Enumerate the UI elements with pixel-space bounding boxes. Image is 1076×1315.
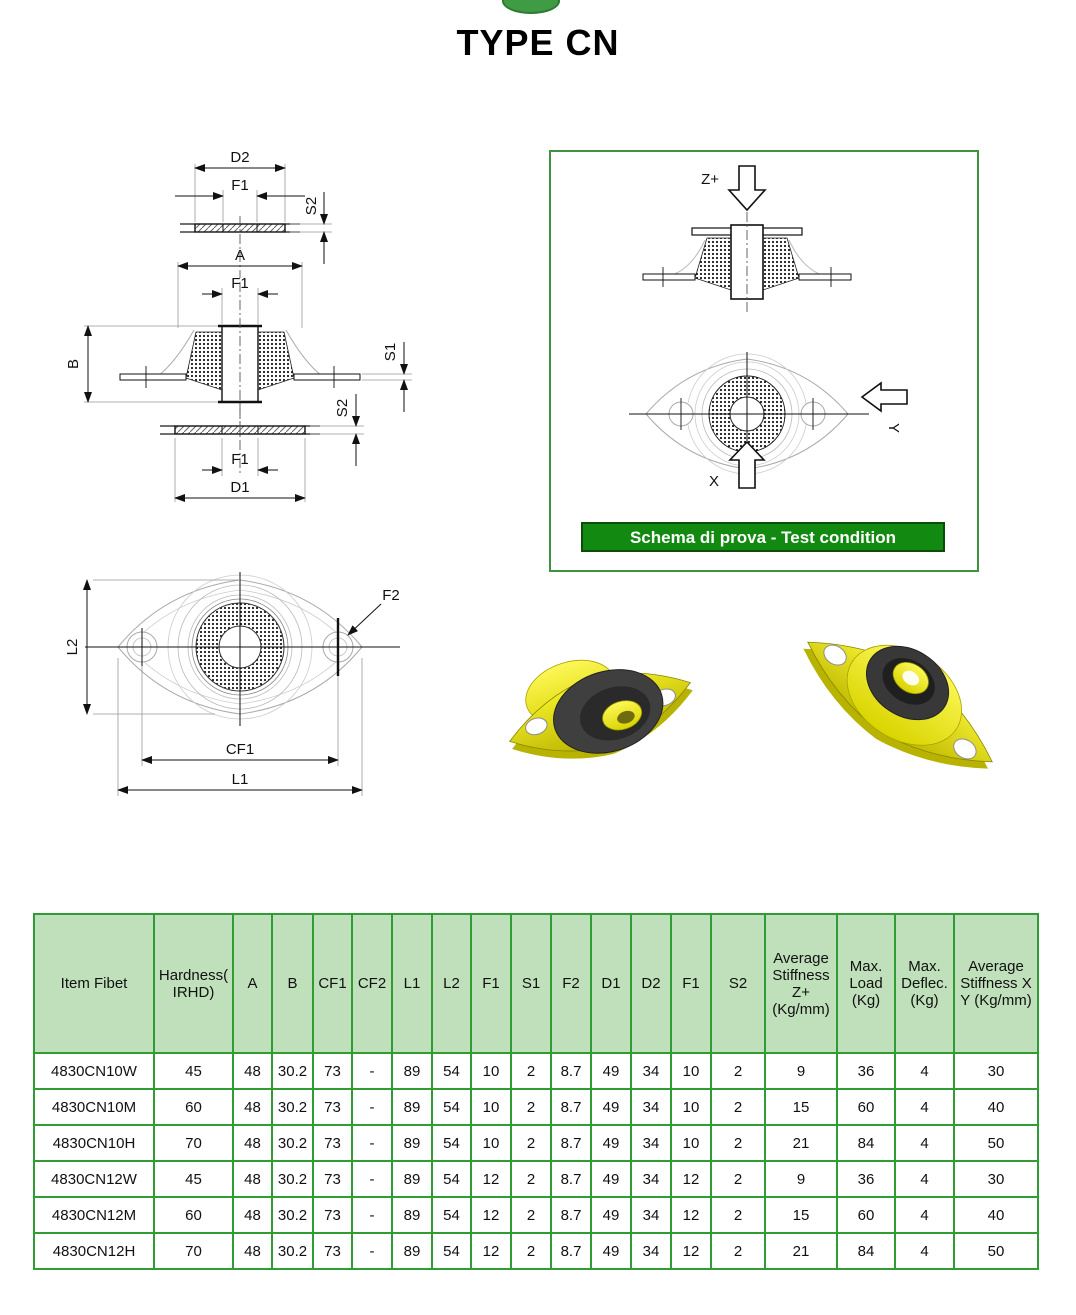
table-cell: 2 [711, 1233, 765, 1269]
table-cell: 4 [895, 1089, 954, 1125]
table-cell: - [352, 1053, 392, 1089]
test-condition-banner [581, 522, 945, 552]
test-condition-banner-text: Schema di prova - Test condition [629, 528, 897, 547]
table-cell: 8.7 [551, 1089, 591, 1125]
table-cell: 60 [154, 1089, 233, 1125]
table-cell: 4830CN10M [34, 1089, 154, 1125]
table-cell: 54 [432, 1053, 471, 1089]
table-cell: 8.7 [551, 1161, 591, 1197]
table-cell: 2 [711, 1089, 765, 1125]
table-cell: 4 [895, 1125, 954, 1161]
table-cell: 30.2 [272, 1233, 313, 1269]
table-cell: 50 [954, 1233, 1038, 1269]
table-cell: 30 [954, 1053, 1038, 1089]
table-cell: 12 [471, 1233, 511, 1269]
table-cell: 73 [313, 1053, 352, 1089]
table-cell: 21 [765, 1233, 837, 1269]
table-cell: 34 [631, 1233, 671, 1269]
table-cell: 12 [471, 1161, 511, 1197]
table-cell: 40 [954, 1089, 1038, 1125]
header-cell: B [272, 914, 313, 1053]
table-cell: 2 [711, 1161, 765, 1197]
dim-label-l1: L1 [231, 771, 249, 788]
header-cell: Max. Load (Kg) [837, 914, 895, 1053]
table-cell: 2 [511, 1125, 551, 1161]
table-cell: - [352, 1197, 392, 1233]
dim-label-cf1: CF1 [225, 741, 255, 758]
table-cell: 48 [233, 1197, 272, 1233]
table-cell: - [352, 1161, 392, 1197]
table-cell: 12 [471, 1197, 511, 1233]
x-axis-label: X [708, 473, 719, 490]
header-cell: F1 [671, 914, 711, 1053]
table-cell: 45 [154, 1053, 233, 1089]
table-cell: 60 [837, 1089, 895, 1125]
y-axis-arrow [862, 383, 907, 411]
table-cell: 2 [511, 1089, 551, 1125]
header-cell: L1 [392, 914, 432, 1053]
table-cell: 34 [631, 1161, 671, 1197]
table-cell: 9 [765, 1053, 837, 1089]
page-title: TYPE CN [456, 22, 620, 63]
header-cell: L2 [432, 914, 471, 1053]
table-cell: 89 [392, 1197, 432, 1233]
table-cell: 9 [765, 1161, 837, 1197]
dim-label-b: B [65, 358, 82, 370]
header-cell: Average Stiffness X Y (Kg/mm) [954, 914, 1038, 1053]
table-row [34, 1089, 1038, 1125]
table-cell: 48 [233, 1233, 272, 1269]
table-row [34, 1197, 1038, 1233]
table-cell: 49 [591, 1089, 631, 1125]
table-cell: 2 [511, 1197, 551, 1233]
z-axis-label: Z+ [701, 171, 719, 188]
table-cell: 49 [591, 1125, 631, 1161]
table-row [34, 1125, 1038, 1161]
table-cell: 54 [432, 1161, 471, 1197]
spec-table-header-row [34, 914, 1038, 1053]
table-row [34, 1053, 1038, 1089]
table-cell: 49 [591, 1053, 631, 1089]
header-cell: F1 [471, 914, 511, 1053]
table-cell: 34 [631, 1125, 671, 1161]
header-cell: Hardness( IRHD) [154, 914, 233, 1053]
table-cell: 4 [895, 1233, 954, 1269]
table-cell: 10 [471, 1053, 511, 1089]
table-cell: 54 [432, 1089, 471, 1125]
table-cell: 4830CN12M [34, 1197, 154, 1233]
table-cell: 89 [392, 1233, 432, 1269]
dim-label-s2-top: S2 [303, 196, 320, 216]
table-cell: 2 [711, 1053, 765, 1089]
product-photo-top-view [768, 596, 1038, 814]
table-cell: 30.2 [272, 1197, 313, 1233]
table-cell: - [352, 1233, 392, 1269]
table-cell: 30.2 [272, 1053, 313, 1089]
dim-label-s2-bot: S2 [334, 398, 351, 418]
test-condition-box [549, 150, 979, 572]
y-axis-label: Y [885, 422, 902, 434]
dim-label-f1-mid: F1 [231, 275, 249, 292]
plan-view-drawing [55, 550, 475, 825]
table-cell: 73 [313, 1125, 352, 1161]
table-cell: 54 [432, 1233, 471, 1269]
table-cell: 48 [233, 1089, 272, 1125]
table-cell: 4 [895, 1053, 954, 1089]
table-cell: 70 [154, 1233, 233, 1269]
table-cell: 2 [511, 1233, 551, 1269]
table-cell: - [352, 1125, 392, 1161]
table-cell: 2 [711, 1197, 765, 1233]
z-axis-arrow [729, 166, 765, 210]
table-cell: 34 [631, 1089, 671, 1125]
header-cell: Average Stiffness Z+ (Kg/mm) [765, 914, 837, 1053]
table-cell: 73 [313, 1233, 352, 1269]
header-cell: CF2 [352, 914, 392, 1053]
product-photo-bottom-view [490, 612, 715, 802]
test-condition-drawing [551, 152, 977, 522]
front-view-drawing [58, 138, 483, 538]
dim-label-l2: L2 [64, 638, 81, 656]
spec-table-body [34, 1053, 1038, 1269]
table-cell: 49 [591, 1233, 631, 1269]
dim-label-f1-bot: F1 [231, 451, 249, 468]
table-cell: 54 [432, 1125, 471, 1161]
header-cell: CF1 [313, 914, 352, 1053]
header-cell: Item Fibet [34, 914, 154, 1053]
table-cell: 73 [313, 1197, 352, 1233]
table-cell: 10 [671, 1053, 711, 1089]
table-cell: 15 [765, 1197, 837, 1233]
header-cell: Max. Deflec. (Kg) [895, 914, 954, 1053]
table-cell: 45 [154, 1161, 233, 1197]
table-cell: 48 [233, 1125, 272, 1161]
table-cell: 4 [895, 1161, 954, 1197]
table-cell: 48 [233, 1161, 272, 1197]
table-row [34, 1161, 1038, 1197]
table-cell: 4830CN10H [34, 1125, 154, 1161]
table-cell: 2 [711, 1125, 765, 1161]
dim-label-d1: D1 [230, 479, 250, 496]
table-cell: 8.7 [551, 1233, 591, 1269]
table-cell: 60 [837, 1197, 895, 1233]
dim-label-d2: D2 [230, 149, 250, 166]
dim-label-f1-top: F1 [231, 177, 249, 194]
table-cell: 8.7 [551, 1053, 591, 1089]
header-cell: S2 [711, 914, 765, 1053]
table-cell: 89 [392, 1125, 432, 1161]
table-cell: 54 [432, 1197, 471, 1233]
table-cell: 60 [154, 1197, 233, 1233]
table-row [34, 1233, 1038, 1269]
table-cell: 40 [954, 1197, 1038, 1233]
table-cell: 21 [765, 1125, 837, 1161]
table-cell: 36 [837, 1161, 895, 1197]
table-cell: 10 [671, 1125, 711, 1161]
table-cell: - [352, 1089, 392, 1125]
table-cell: 12 [671, 1233, 711, 1269]
table-cell: 8.7 [551, 1125, 591, 1161]
table-cell: 48 [233, 1053, 272, 1089]
header-cell: A [233, 914, 272, 1053]
table-cell: 49 [591, 1197, 631, 1233]
table-cell: 10 [471, 1125, 511, 1161]
table-cell: 15 [765, 1089, 837, 1125]
table-cell: 73 [313, 1089, 352, 1125]
table-cell: 89 [392, 1089, 432, 1125]
table-cell: 70 [154, 1125, 233, 1161]
table-cell: 34 [631, 1053, 671, 1089]
table-cell: 30.2 [272, 1161, 313, 1197]
table-cell: 30.2 [272, 1089, 313, 1125]
table-cell: 4830CN10W [34, 1053, 154, 1089]
table-cell: 73 [313, 1161, 352, 1197]
header-cell: S1 [511, 914, 551, 1053]
table-cell: 2 [511, 1161, 551, 1197]
table-cell: 12 [671, 1161, 711, 1197]
table-cell: 89 [392, 1053, 432, 1089]
dim-label-s1: S1 [382, 342, 399, 362]
table-cell: 34 [631, 1197, 671, 1233]
table-cell: 89 [392, 1161, 432, 1197]
header-cell: F2 [551, 914, 591, 1053]
table-cell: 4830CN12H [34, 1233, 154, 1269]
table-cell: 36 [837, 1053, 895, 1089]
table-cell: 8.7 [551, 1197, 591, 1233]
table-cell: 49 [591, 1161, 631, 1197]
dim-label-a: A [234, 247, 246, 264]
table-cell: 30.2 [272, 1125, 313, 1161]
header-cell: D1 [591, 914, 631, 1053]
spec-table [33, 913, 1039, 1270]
table-cell: 12 [671, 1197, 711, 1233]
table-cell: 10 [671, 1089, 711, 1125]
table-cell: 84 [837, 1233, 895, 1269]
table-cell: 10 [471, 1089, 511, 1125]
dim-label-f2: F2 [382, 587, 400, 604]
table-cell: 4 [895, 1197, 954, 1233]
table-cell: 84 [837, 1125, 895, 1161]
table-cell: 50 [954, 1125, 1038, 1161]
header-cell: D2 [631, 914, 671, 1053]
table-cell: 4830CN12W [34, 1161, 154, 1197]
table-cell: 30 [954, 1161, 1038, 1197]
brand-logo-fragment [502, 0, 560, 14]
table-cell: 2 [511, 1053, 551, 1089]
